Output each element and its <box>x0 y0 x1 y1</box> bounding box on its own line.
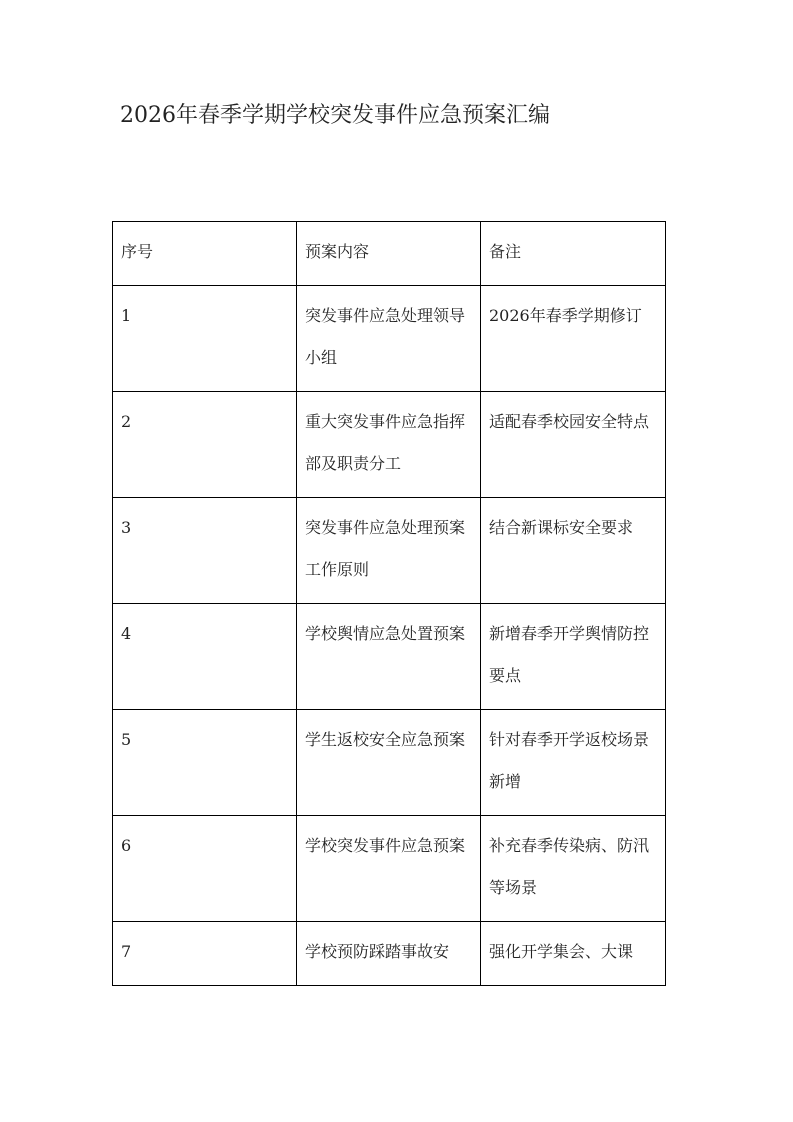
cell-note: 针对春季开学返校场景新增 <box>481 710 666 816</box>
table-row <box>113 922 666 986</box>
plan-table <box>112 221 666 986</box>
cell-content: 学生返校安全应急预案 <box>297 710 481 816</box>
cell-content: 学校舆情应急处置预案 <box>297 604 481 710</box>
cell-note: 2026年春季学期修订 <box>481 286 666 392</box>
cell-no: 7 <box>113 922 297 986</box>
cell-note: 适配春季校园安全特点 <box>481 392 666 498</box>
cell-content: 突发事件应急处理预案工作原则 <box>297 498 481 604</box>
header-cell-no: 序号 <box>113 222 297 286</box>
header-cell-content: 预案内容 <box>297 222 481 286</box>
table-row <box>113 498 666 604</box>
table-header-row <box>113 222 666 286</box>
header-cell-note: 备注 <box>481 222 666 286</box>
table-row <box>113 604 666 710</box>
cell-note: 新增春季开学舆情防控要点 <box>481 604 666 710</box>
cell-content: 学校突发事件应急预案 <box>297 816 481 922</box>
page-title: 2026年春季学期学校突发事件应急预案汇编 <box>120 103 550 128</box>
cell-note: 结合新课标安全要求 <box>481 498 666 604</box>
cell-no: 3 <box>113 498 297 604</box>
cell-note: 强化开学集会、大课 <box>481 922 666 986</box>
table-row <box>113 286 666 392</box>
cell-no: 1 <box>113 286 297 392</box>
table-row <box>113 816 666 922</box>
cell-note: 补充春季传染病、防汛等场景 <box>481 816 666 922</box>
cell-no: 2 <box>113 392 297 498</box>
cell-content: 学校预防踩踏事故安 <box>297 922 481 986</box>
cell-content: 突发事件应急处理领导小组 <box>297 286 481 392</box>
table-row <box>113 392 666 498</box>
cell-content: 重大突发事件应急指挥部及职责分工 <box>297 392 481 498</box>
cell-no: 6 <box>113 816 297 922</box>
table-row <box>113 710 666 816</box>
cell-no: 5 <box>113 710 297 816</box>
cell-no: 4 <box>113 604 297 710</box>
